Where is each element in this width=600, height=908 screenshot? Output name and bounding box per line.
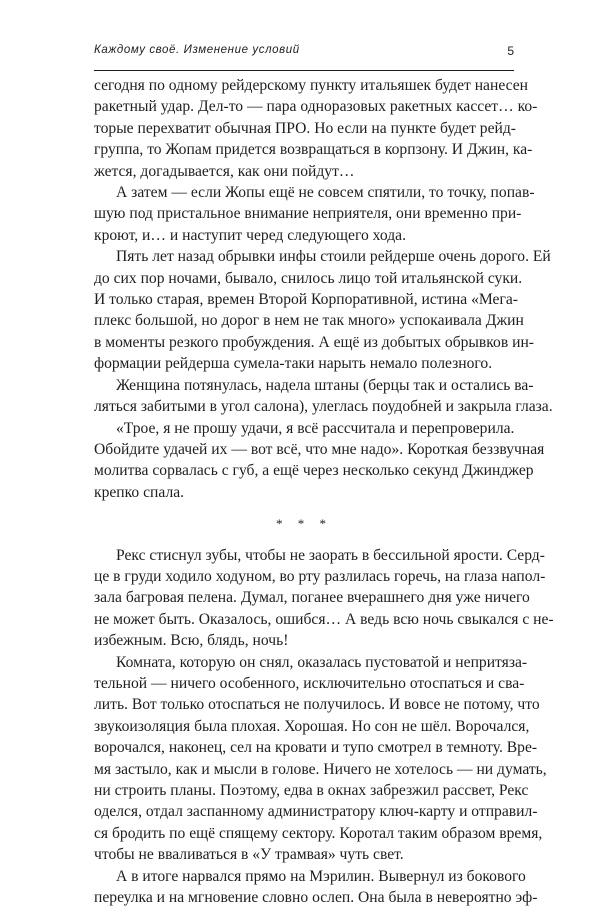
text-line: Обойдите удачей их — вот всё, что мне надо». Короткая беззвучная [94, 440, 545, 458]
text-line: Пять лет назад обрывки инфы стоили рейдерше очень дорого. Ей [116, 248, 551, 266]
page-number: 5 [507, 44, 514, 58]
paragraph [94, 418, 545, 504]
text-line: мя застыло, как и мысли в голове. Ничего не хотелось — ни думать, [94, 760, 547, 778]
text-line: ворочался, наконец, сел на кровати и тупо смотрел в темноту. Вре- [94, 739, 538, 757]
text-line: формации рейдерша сумела-таки нарыть немало полезного. [94, 355, 493, 373]
header-rule [94, 70, 514, 71]
text-line: чтобы не вваливаться в «У трамвая» чуть свет. [94, 846, 404, 864]
text-line: в моменты резкого пробуждения. А ещё из добытых обрывков ин- [94, 333, 534, 351]
text-line: группа, то Жопам придется возвращаться в корпзону. И Джин, ка- [94, 141, 533, 159]
text-line: И только старая, времен Второй Корпоративной, истина «Мега- [94, 291, 518, 309]
text-line: тельной — ничего особенного, исключительно отоспаться и сва- [94, 674, 525, 692]
text-line: ни строить планы. Поэтому, едва в окнах забрезжил рассвет, Рекс [94, 781, 529, 799]
page-header [94, 44, 514, 64]
body-text [94, 75, 554, 908]
paragraph [94, 545, 554, 652]
text-line: А затем — если Жопы ещё не совсем спятили, то точку, попав- [116, 184, 535, 202]
paragraph [94, 375, 553, 418]
text-line: зала багровая пелена. Думал, поганее вчерашнего дня уже ничего [94, 589, 530, 607]
text-line: шую под пристальное внимание неприятеля, они временно при- [94, 205, 522, 223]
text-line: молитва сорвалась с губ, а ещё через несколько секунд Джинджер [94, 462, 534, 480]
text-line: избежным. Всю, блядь, ночь! [94, 632, 289, 650]
running-title: Каждому своё. Изменение условий [94, 44, 300, 56]
text-line: не может быть. Оказалось, ошибся… А ведь всю ночь свыкался с не- [94, 610, 554, 628]
text-line: Женщина потянулась, надела штаны (берцы так и остались ва- [116, 376, 534, 394]
text-line: звукоизоляция была плохая. Хорошая. Но сон не шёл. Ворочался, [94, 717, 530, 735]
paragraph [94, 75, 538, 182]
text-line: торые перехватит обычная ПРО. Но если на пункте будет рейд- [94, 119, 516, 137]
text-line: до сих пор ночами, бывало, снилось лицо той итальянской суки. [94, 269, 523, 287]
text-line: сегодня по одному рейдерскому пункту итальяшек будет нанесен [94, 77, 529, 94]
text-line: переулка и на мгновение словно ослеп. Она была в невероятно эф- [94, 889, 538, 907]
text-line: Комната, которую он снял, оказалась пустоватой и непритяза- [116, 653, 528, 671]
text-line: «Трое, я не прошу удачи, я всё рассчитала и перепроверила. [116, 419, 515, 437]
paragraph [94, 182, 535, 246]
text-line: жется, догадывается, как они пойдут… [94, 162, 355, 180]
text-line: оделся, отдал заспанному администратору ключ-карту и отправил- [94, 803, 538, 821]
text-line: плекс большой, но дорог в нем не так много» успокаивала Джин [94, 312, 524, 330]
text-line: Рекс стиснул зубы, чтобы не заорать в бессильной ярости. Серд- [116, 546, 545, 564]
section-separator: * * * [276, 516, 332, 532]
text-line: ракетный удар. Дел-то — пара одноразовых ракетных кассет… ко- [94, 98, 538, 116]
text-line: кроют, и… и наступит черед следующего хода. [94, 226, 406, 244]
paragraph [94, 652, 547, 866]
paragraph [94, 246, 551, 374]
text-line: це в груди ходило ходуном, во рту разлилась горечь, на глаза напол- [94, 567, 546, 585]
text-line: А в итоге нарвался прямо на Мэрилин. Вывернул из бокового [116, 867, 526, 885]
text-line: ся бродить по ещё спящему сектору. Коротал таким образом время, [94, 824, 543, 842]
text-line: крепко спала. [94, 483, 185, 501]
paragraph [94, 866, 538, 908]
text-line: лить. Вот только отоспаться не получилось. И вовсе не потому, что [94, 696, 540, 714]
text-line: ляться забитыми в угол салона), улеглась поудобней и закрыла глаза. [94, 398, 553, 416]
